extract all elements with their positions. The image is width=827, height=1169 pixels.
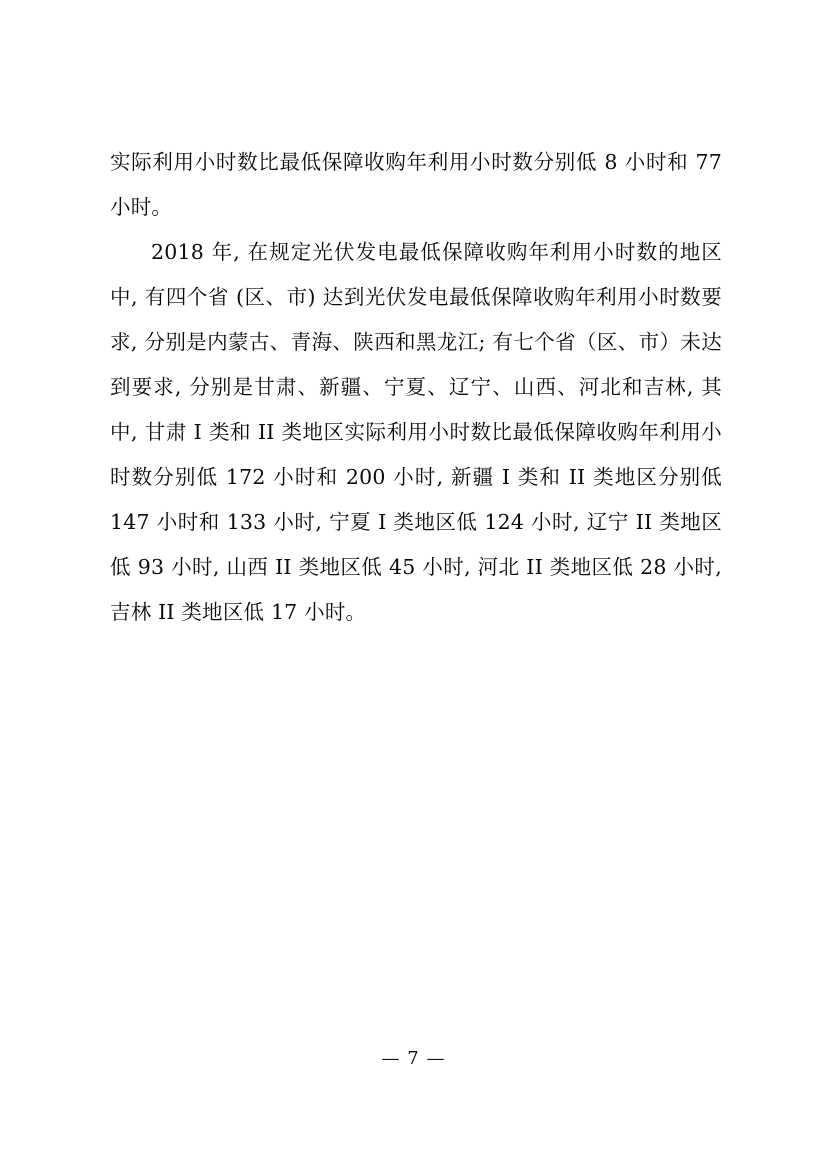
page-number-footer: — 7 — xyxy=(381,1048,446,1069)
paragraph-continuation: 实际利用小时数比最低保障收购年利用小时数分别低 8 小时和 77 小时。 xyxy=(110,150,722,219)
paragraph-2018-summary: 2018 年, 在规定光伏发电最低保障收购年利用小时数的地区中, 有四个省 (区、市) 达到光伏发电最低保障收购年利用小时数要求, 分别是内蒙古、青海、陕西和黑龙江; 有七个省（区、市）未达到要求, 分别是甘肃、新疆、宁夏、辽宁、山西、河北和吉林, 其中, 甘肃 I 类和 II 类地区实际利用小时数比最低保障收购年利用小时数分别低 172 小时和 200 小时, 新疆 I 类和 II 类地区分别低 147 小时和 133 小时, 宁夏 I 类地区低 124 小时, 辽宁 II 类地区低 93 小时, 山西 II 类地区低 45 小时, 河北 II 类地区低 28 小时, 吉林 II 类地区低 17 小时。 xyxy=(110,240,722,624)
document-body xyxy=(110,140,722,635)
